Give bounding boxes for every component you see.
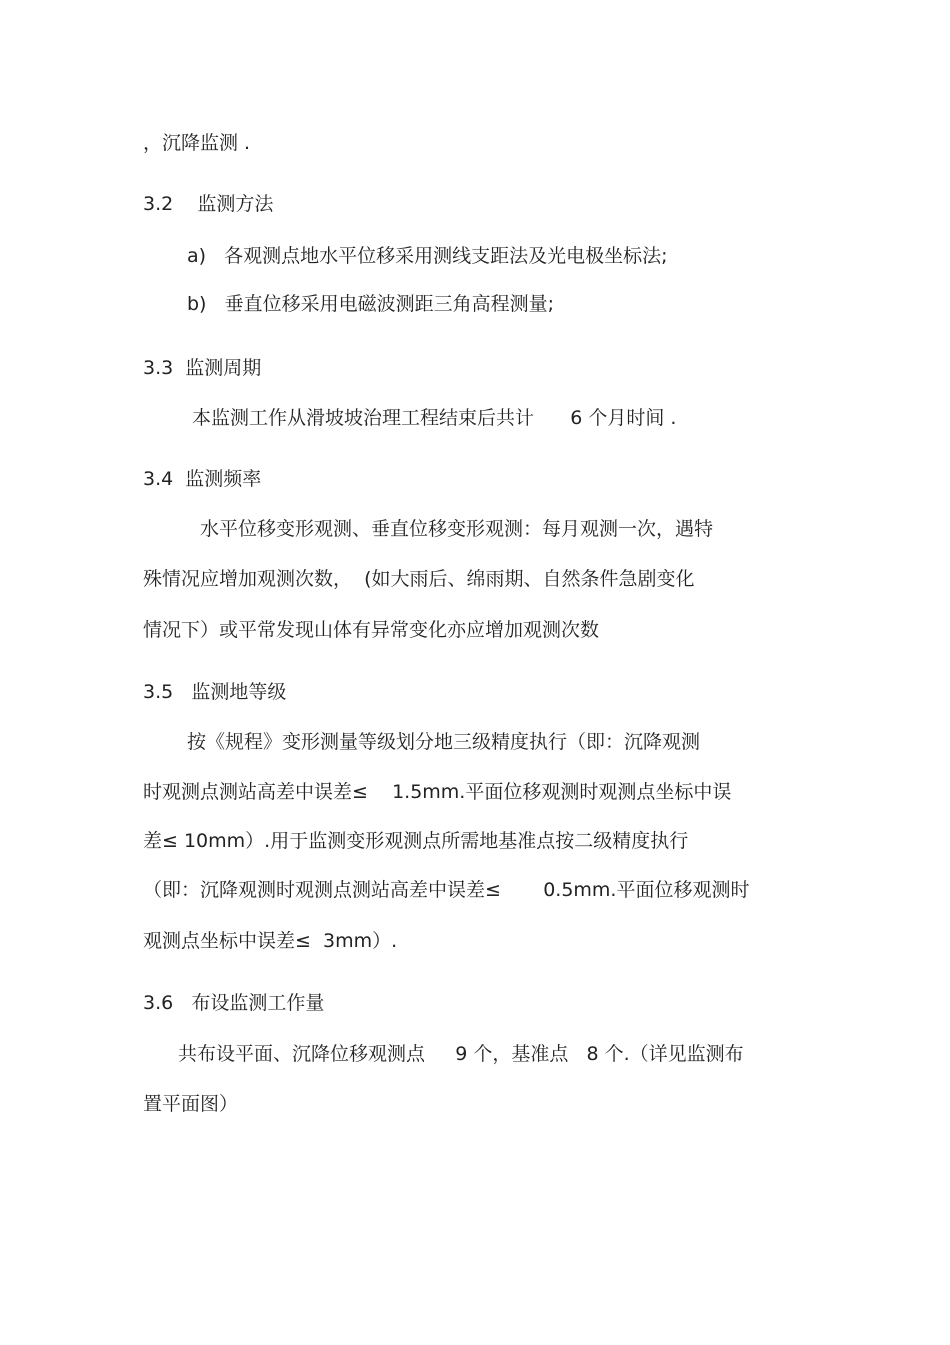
paragraph-3-5-line-2: 时观测点测站高差中误差≤ 1.5mm.平面位移观测时观测点坐标中误 <box>143 781 732 803</box>
heading-3-2: 3.2 监测方法 <box>143 193 274 215</box>
paragraph-3-4-line-1: 水平位移变形观测、垂直位移变形观测：每月观测一次，遇特 <box>200 518 714 540</box>
list-item-a: a) 各观测点地水平位移采用测线支距法及光电极坐标法; <box>187 245 668 267</box>
paragraph-3-5-line-4: （即：沉降观测时观测点测站高差中误差≤ 0.5mm.平面位移观测时 <box>143 879 750 901</box>
paragraph-3-3: 本监测工作从滑坡坡治理工程结束后共计 6 个月时间 . <box>192 407 677 429</box>
list-item-b: b) 垂直位移采用电磁波测距三角高程测量; <box>187 293 554 315</box>
heading-3-6: 3.6 布设监测工作量 <box>143 992 325 1014</box>
paragraph-3-4-line-3: 情况下）或平常发现山体有异常变化亦应增加观测次数 <box>143 619 600 641</box>
heading-3-5: 3.5 监测地等级 <box>143 681 287 703</box>
paragraph-3-5-line-3: 差≤ 10mm）.用于监测变形观测点所需地基准点按二级精度执行 <box>143 830 689 852</box>
paragraph-3-6-line-1: 共布设平面、沉降位移观测点 9 个，基准点 8 个.（详见监测布 <box>178 1043 744 1065</box>
heading-3-3: 3.3 监测周期 <box>143 357 262 379</box>
intro-text: ，沉降监测 . <box>143 132 251 154</box>
paragraph-3-6-line-2: 置平面图） <box>143 1093 239 1115</box>
paragraph-3-4-line-2: 殊情况应增加观测次数， (如大雨后、绵雨期、自然条件急剧变化 <box>143 568 695 590</box>
paragraph-3-5-line-5: 观测点坐标中误差≤ 3mm）. <box>143 930 398 952</box>
paragraph-3-5-line-1: 按《规程》变形测量等级划分地三级精度执行（即：沉降观测 <box>187 731 701 753</box>
heading-3-4: 3.4 监测频率 <box>143 468 262 490</box>
